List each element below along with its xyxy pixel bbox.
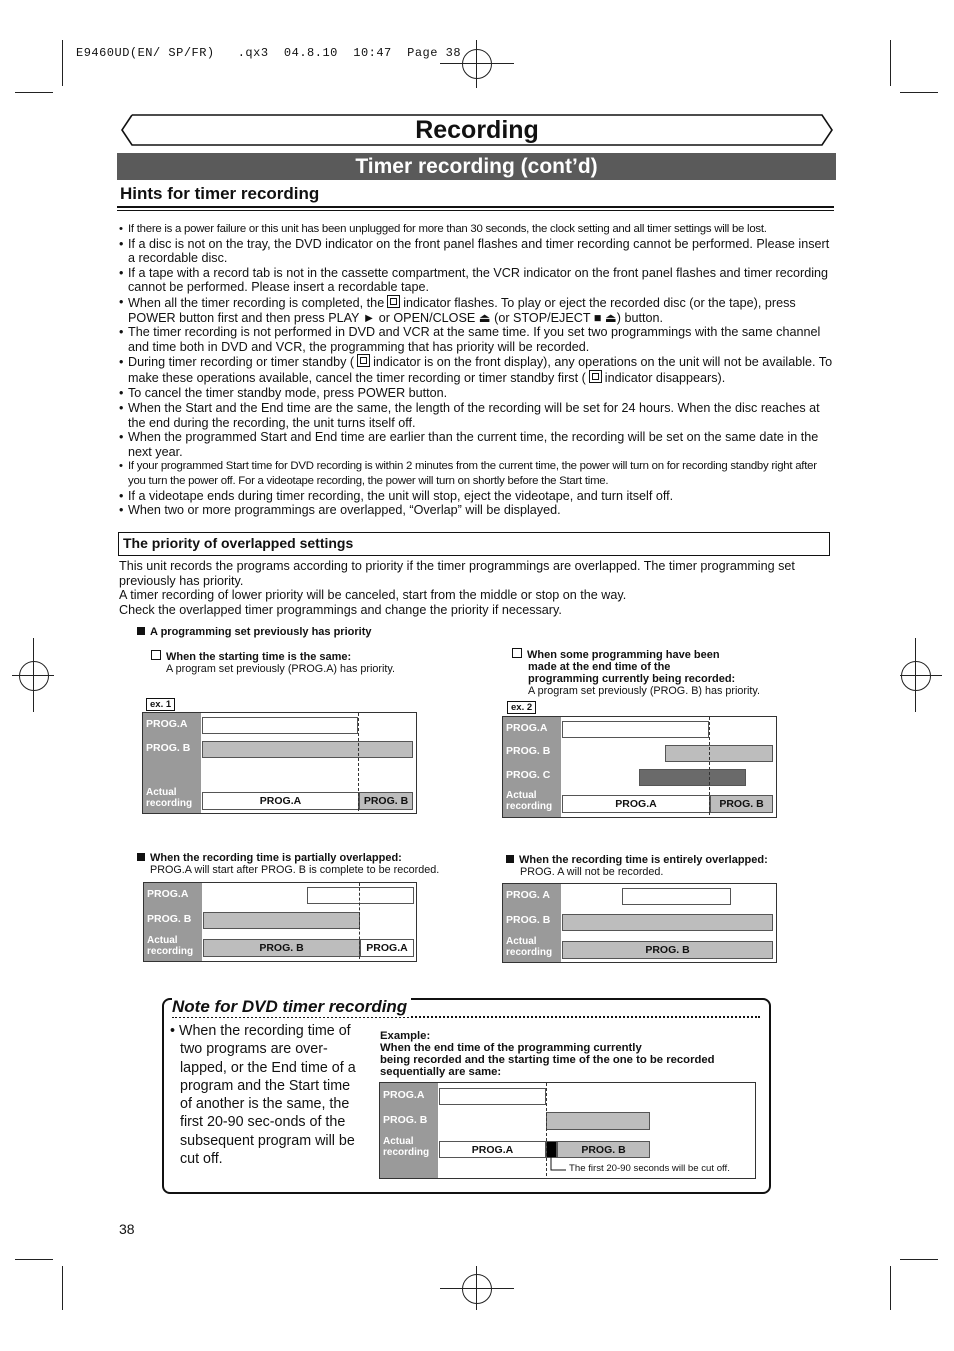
list-item — [119, 237, 835, 266]
hint-text: indicator is on the front display), any operations on the unit will not be available. To make these operations available, cancel the timer recording or timer standby first ( — [128, 355, 833, 386]
example-caption — [380, 1030, 715, 1078]
prog-b-bar — [546, 1112, 650, 1130]
page-title-box — [120, 114, 834, 146]
crop-mark — [890, 40, 891, 86]
registration-mark — [901, 661, 931, 691]
cut-off-note: The first 20-90 seconds will be cut off. — [569, 1163, 730, 1174]
row-label: PROG. B — [146, 742, 191, 754]
row-label: PROG. B — [147, 913, 192, 925]
priority-heading-box — [118, 532, 830, 556]
label-text: Actual — [506, 936, 537, 947]
actual-prog-a: PROG.A — [562, 795, 710, 813]
timeline-chart — [142, 712, 417, 814]
label-text: A program set previously (PROG. B) has priority. — [528, 685, 761, 697]
page-number: 38 — [119, 1221, 135, 1237]
hint-text: When the programmed Start and End time are earlier than the current time, the recording will be set on the same date in the next year. — [128, 430, 819, 459]
paragraph: Check the overlapped timer programmings and change the priority if necessary. — [119, 602, 562, 617]
label-text: made at the end time of the — [528, 661, 671, 673]
label-text: Example: — [380, 1030, 431, 1042]
timeline-chart — [502, 883, 777, 963]
label-text: When the recording time is partially overlapped: — [150, 852, 402, 864]
row-label: PROG.A — [506, 722, 548, 734]
hint-text: If a disc is not on the tray, the DVD indicator on the front panel flashes and timer recording cannot be performed. Please insert a recordable disc. — [128, 236, 830, 266]
label-text: recording — [506, 801, 553, 812]
hint-text: To cancel the timer standby mode, press POWER button. — [128, 386, 448, 401]
bullet-square-icon — [512, 648, 522, 658]
prog-a-bar — [439, 1088, 546, 1105]
prog-a-bar — [622, 888, 731, 905]
hint-text: indicator disappears). — [604, 371, 726, 386]
boundary-line — [546, 1083, 547, 1176]
row-label — [506, 790, 552, 812]
diagram-main-label — [137, 626, 371, 638]
crop-mark — [900, 92, 938, 93]
list-item — [119, 295, 835, 325]
prog-a-bar — [202, 717, 358, 734]
priority-text — [119, 559, 833, 617]
row-labels — [143, 713, 201, 813]
list-item — [119, 503, 835, 518]
prog-a-bar — [307, 887, 414, 904]
timer-indicator-icon — [387, 295, 400, 308]
hint-text: If a tape with a record tab is not in the cassette compartment, the VCR indicator on the front panel flashes and timer recording cannot be performed. Please insert a recordable tape. — [128, 265, 829, 295]
example-label: ex. 1 — [146, 698, 175, 711]
hint-text: If there is a power failure or this unit has been unplugged for more than 30 seconds, the clock setting and all timer settings will be lost. — [128, 223, 767, 235]
row-labels — [380, 1083, 438, 1178]
heading-rule — [117, 206, 834, 208]
hint-text: indicator flashes. To play or eject the recorded disc (or the tape), press POWER button first and then press PLAY ► or OPEN/CLOSE ⏏ (or STOP/EJECT ■ ⏏) button. — [128, 295, 796, 325]
row-label — [506, 936, 552, 958]
list-item — [119, 325, 835, 354]
label-text: When the end time of the programming currently — [380, 1042, 642, 1054]
hint-text: When the Start and the End time are the same, the length of the recording will be set for 24 hours. When the disc reaches at the end during the recording, the unit turns itself off. — [128, 400, 820, 430]
note-title: Note for DVD timer recording — [172, 997, 411, 1017]
registration-line — [476, 40, 477, 88]
actual-prog-b: PROG. B — [203, 939, 360, 957]
prog-a-bar — [562, 721, 709, 738]
label-text: Actual — [506, 790, 537, 801]
case4-caption — [506, 854, 768, 878]
actual-prog-a: PROG.A — [439, 1141, 546, 1158]
paragraph: A timer recording of lower priority will be canceled, start from the middle or stop on the way. — [119, 588, 627, 603]
label-text: recording — [147, 946, 194, 957]
label-text: Actual — [147, 935, 178, 946]
timeline-chart — [379, 1082, 756, 1179]
case3-caption — [137, 852, 439, 876]
cut-off-segment — [546, 1141, 557, 1158]
list-item — [119, 430, 835, 459]
hint-text: When all the timer recording is completed, the — [128, 295, 385, 310]
actual-prog-a: PROG.A — [360, 939, 414, 957]
case2-caption — [512, 648, 760, 697]
label-text: PROG.A will start after PROG. B is complete to be recorded. — [150, 864, 440, 876]
label-text: being recorded and the starting time of the one to be recorded — [380, 1054, 715, 1066]
list-item — [119, 386, 835, 401]
hint-text: If your programmed Start time for DVD recording is within 2 minutes from the current time, the power will turn on for recording standby right after you turn the power off. For a videotape recording, the power will turn on shortly before the Start time. — [128, 460, 817, 487]
label-text: A programming set previously has priority — [150, 626, 372, 638]
label-text: PROG. A will not be recorded. — [520, 866, 664, 878]
label-text: sequentially are same: — [380, 1066, 502, 1078]
registration-line — [440, 1288, 514, 1289]
row-label: PROG. A — [506, 889, 550, 901]
row-label: PROG.A — [383, 1089, 425, 1101]
row-label: PROG. B — [383, 1114, 428, 1126]
boundary-line — [709, 717, 710, 815]
bullet-square-icon — [151, 650, 161, 660]
case1-caption — [151, 650, 395, 675]
crop-mark — [15, 92, 53, 93]
label-text: programming currently being recorded: — [528, 673, 736, 685]
crop-mark — [62, 40, 63, 86]
bullet-square-icon — [137, 627, 145, 635]
row-label — [383, 1136, 429, 1158]
page-title: Recording — [415, 116, 539, 144]
crop-mark — [15, 1259, 53, 1260]
registration-line — [915, 638, 916, 712]
prog-c-bar — [639, 769, 746, 786]
note-body — [170, 1022, 356, 1168]
example-label: ex. 2 — [507, 701, 536, 714]
paragraph: This unit records the programs according to priority if the timer programmings are overlapped. The timer programming set previously has priority. — [119, 559, 795, 588]
priority-heading: The priority of overlapped settings — [123, 535, 354, 551]
prog-b-bar — [665, 745, 773, 762]
row-label: PROG. B — [506, 914, 551, 926]
hint-text: During timer recording or timer standby ( — [128, 355, 355, 370]
actual-prog-b: PROG. B — [359, 792, 413, 810]
list-item — [119, 459, 835, 488]
row-label — [147, 935, 193, 957]
note-text: • When the recording time of two programs are over-lapped, or the End time of a program and the Start time of another is the same, the first 20-90 sec-onds of the subsequent program will be cut off. — [170, 1023, 356, 1168]
actual-prog-b: PROG. B — [557, 1141, 650, 1158]
label-text: recording — [383, 1147, 430, 1158]
label-text: recording — [146, 798, 193, 809]
registration-line — [440, 63, 514, 64]
prog-b-bar — [562, 914, 773, 931]
registration-mark — [19, 661, 49, 691]
row-label — [146, 787, 192, 809]
hint-text: If a videotape ends during timer recording, the unit will stop, eject the videotape, and turn itself off. — [128, 488, 674, 503]
label-text: recording — [506, 947, 553, 958]
label-text: When the starting time is the same: — [166, 651, 352, 663]
boundary-line — [358, 713, 359, 811]
actual-prog-a: PROG.A — [202, 792, 359, 810]
registration-line — [476, 1266, 477, 1310]
list-item — [119, 266, 835, 295]
registration-line — [900, 675, 942, 676]
label-text: When some programming have been — [527, 649, 720, 661]
crop-mark — [62, 1266, 63, 1310]
actual-prog-b: PROG. B — [562, 941, 773, 959]
bullet-square-icon — [137, 853, 145, 861]
label-text: When the recording time is entirely overlapped: — [519, 854, 768, 866]
label-text: A program set previously (PROG.A) has priority. — [166, 663, 396, 675]
actual-prog-b: PROG. B — [710, 795, 773, 813]
heading-rule — [117, 210, 834, 211]
row-label: PROG.A — [146, 718, 188, 730]
row-labels — [503, 884, 561, 962]
registration-mark — [462, 1274, 492, 1304]
row-label: PROG. B — [506, 745, 551, 757]
section-banner: Timer recording (cont’d) — [117, 153, 836, 180]
print-header: E9460UD(EN/ SP/FR) .qx3 04.8.10 10:47 Page 38 — [76, 46, 462, 60]
list-item — [119, 489, 835, 504]
prog-b-bar — [203, 912, 360, 929]
crop-mark — [900, 1259, 938, 1260]
prog-b-bar — [202, 741, 413, 758]
label-text: Actual — [383, 1136, 414, 1147]
registration-mark — [462, 49, 492, 79]
timeline-chart — [143, 882, 417, 962]
crop-mark — [890, 1266, 891, 1310]
bullet-square-icon — [506, 855, 514, 863]
timeline-chart — [502, 716, 777, 818]
timer-indicator-icon — [357, 354, 370, 367]
hints-heading: Hints for timer recording — [120, 184, 320, 203]
registration-line — [33, 638, 34, 712]
hint-text: When two or more programmings are overlapped, “Overlap” will be displayed. — [128, 503, 561, 518]
row-labels — [503, 717, 561, 817]
row-label: PROG.A — [147, 888, 189, 900]
hints-list — [119, 222, 835, 518]
list-item — [119, 401, 835, 430]
list-item — [119, 222, 835, 237]
row-labels — [144, 883, 202, 961]
row-label: PROG. C — [506, 769, 551, 781]
boundary-line — [359, 883, 360, 959]
hint-text: The timer recording is not performed in DVD and VCR at the same time. If you set two programmings with the same channel and time both in DVD and VCR, the programming that has priority will be recorded. — [128, 325, 821, 354]
label-text: Actual — [146, 787, 177, 798]
timer-indicator-icon — [589, 370, 602, 383]
list-item — [119, 354, 835, 386]
